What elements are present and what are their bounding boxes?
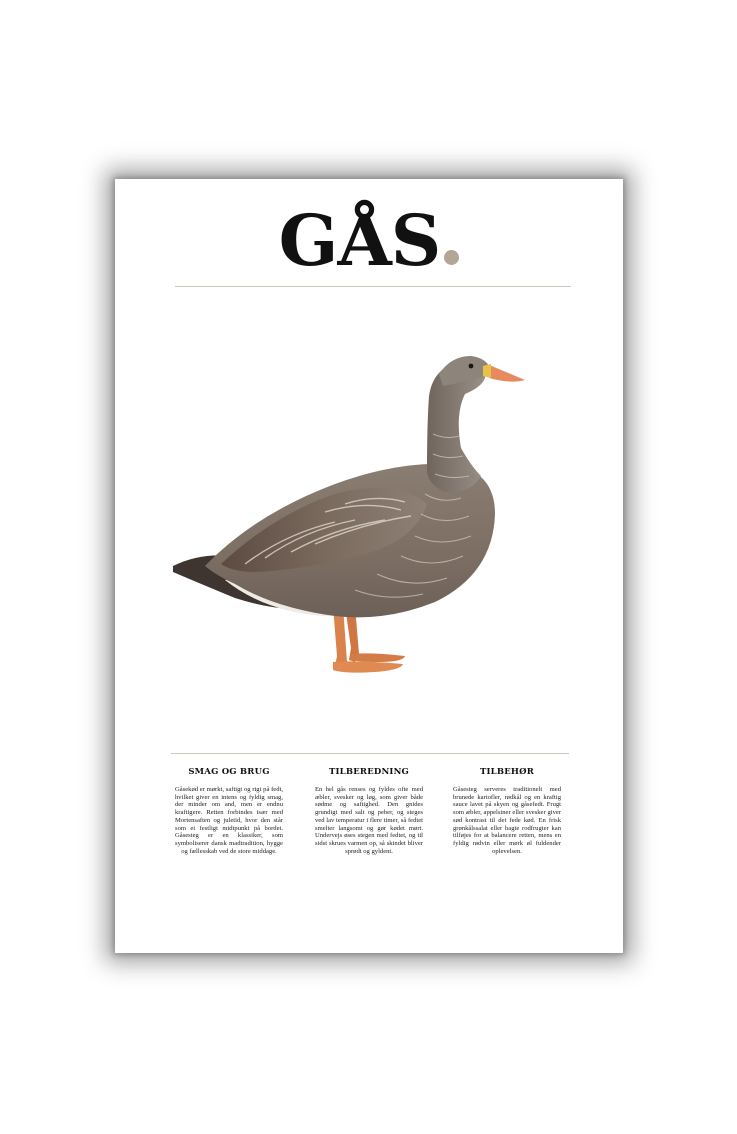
title-accent-dot [444,250,459,265]
column-text: Gåsekød er mørkt, saftigt og rigt på fedt, hvilket giver en intens og fyldig smag, der minder om and, men er endnu kraftigere. Retten forbindes især med Mortensaften og juletid, hvor den står som et festligt midtpunkt på bordet. Gåsesteg er en klassiker, som symboliserer dansk madtradition, hygge og fællesskab ved de store middage. [175,786,283,855]
column-heading: SMAG OG BRUG [188,767,270,777]
middle-divider [171,753,569,754]
poster [115,179,623,953]
top-divider [175,286,571,287]
title-text: GÅS [278,199,441,282]
poster-title [115,201,623,281]
column-heading: TILBEHØR [479,767,535,777]
column-text: En hel gås renses og fyldes ofte med æbler, svesker og løg, som giver både sødme og saftighed. Den gnides grundigt med salt og peber, og steges ved lav temperatur i flere timer, så fedtet smelter langsomt og gør kødet mørt. Undervejs øses stegen med fedtet, og til sidst skrues varmen op, så skindet bliver sprødt og gyldent. [315,786,423,855]
column-text: Gåsesteg serveres traditionelt med brunede kartofler, rødkål og en kraftig sauce lavet på skyen og gåsefedt. Frugt som æbler, appelsiner eller svesker giver sød kontrast til det fede kød. En frisk grønkålssalat eller bagte rodfrugter kan tilføjes for at balancere retten, mens en fyldig rødvin eller mørk øl fuldender oplevelsen. [453,786,561,855]
column-smag-og-brug [175,767,283,855]
column-tilbehor [453,767,561,855]
goose-illustration [165,344,535,684]
column-tilberedning [315,767,423,855]
column-heading: TILBEREDNING [328,767,410,777]
